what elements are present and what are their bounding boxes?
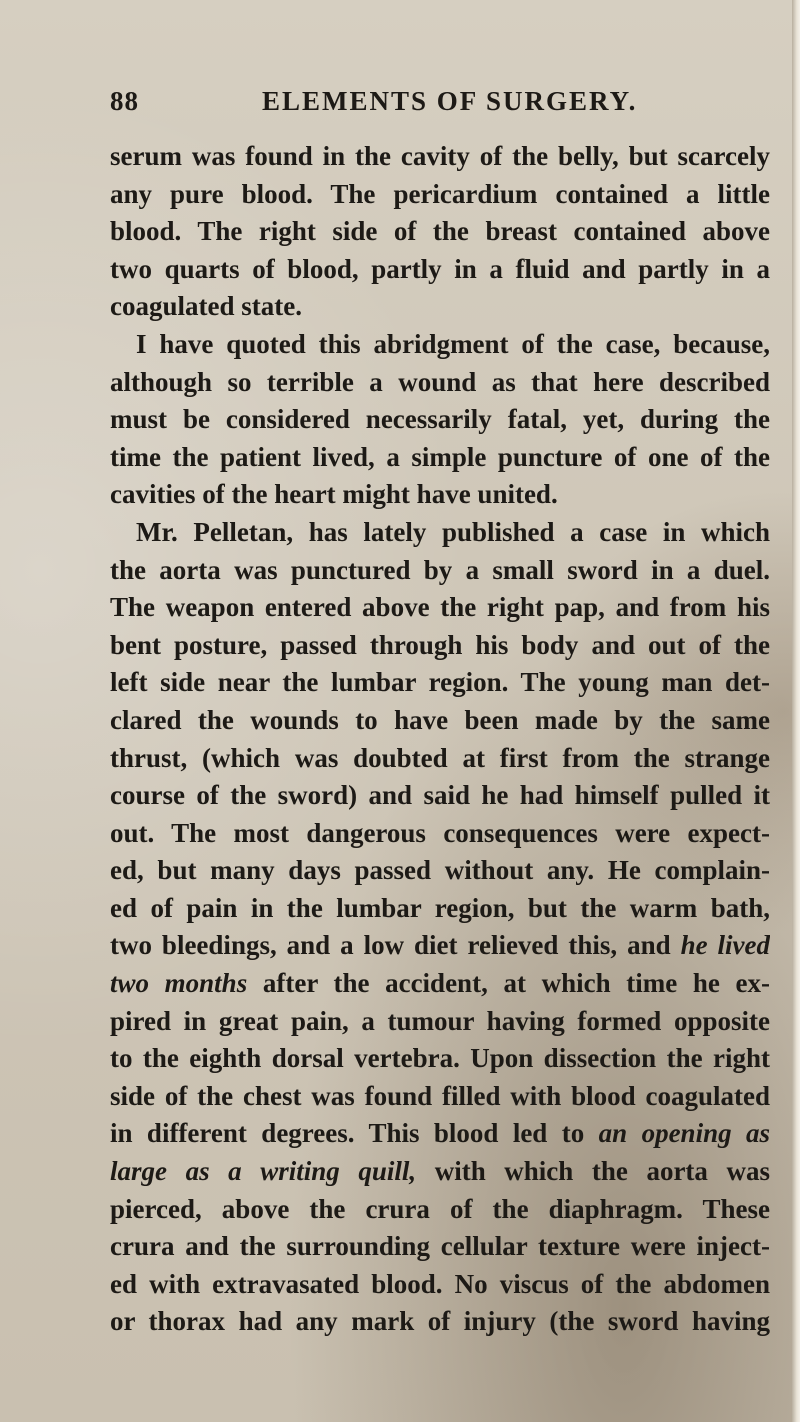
text-line: serum was found in the cavity of the belly, but scarcely [110, 141, 770, 171]
text-line: the aorta was punctured by a small sword in a duel. [110, 554, 770, 585]
text-line: ed, but many days passed without any. He complain- [110, 855, 770, 886]
running-head: ELEMENTS OF SURGERY. [262, 86, 638, 116]
italic-text-run: he lived [680, 930, 770, 961]
text-line: pierced, above the crura of the diaphragm. These [110, 1193, 770, 1224]
text-line: cavities of the heart might have united. [110, 479, 558, 510]
text-line: pired in great pain, a tumour having formed opposite [110, 1005, 770, 1036]
text-line: ed of pain in the lumbar region, but the warm bath, [110, 892, 770, 923]
text-line: blood. The right side of the breast contained above [110, 216, 770, 247]
text-run: with which the aorta was [416, 1156, 770, 1187]
text-line: coagulated state. [110, 291, 302, 322]
text-line: clared the wounds to have been made by the same [110, 704, 770, 735]
text-run: two bleedings, and a low diet relieved this, and [110, 930, 681, 961]
text-line: course of the sword) and said he had himself pulled it [110, 780, 770, 811]
paragraph-start-line: Mr. Pelletan, has lately published a case in which [136, 516, 770, 547]
italic-text-run: large as a writing quill, [110, 1156, 417, 1187]
text-line [110, 965, 770, 1003]
text-line: left side near the lumbar region. The young man det- [110, 667, 770, 698]
page-edge [792, 0, 800, 1422]
text-line: any pure blood. The pericardium contained a little [110, 178, 770, 209]
text-line: bent posture, passed through his body and out of the [110, 629, 770, 660]
text-line: out. The most dangerous consequences were expect- [110, 817, 770, 848]
text-line: must be considered necessarily fatal, yet, during the [110, 404, 770, 435]
paragraph-start-line: I have quoted this abridgment of the case, because, [136, 328, 770, 359]
page-number: 88 [110, 86, 139, 116]
page-header [110, 86, 750, 126]
text-line: side of the chest was found filled with blood coagulated [110, 1080, 770, 1111]
text-line [110, 1153, 770, 1191]
text-line: time the patient lived, a simple puncture of one of the [110, 441, 770, 472]
text-run: after the accident, at which time he ex- [247, 968, 770, 999]
text-line: crura and the surrounding cellular texture were inject- [110, 1231, 770, 1262]
text-line [110, 1115, 770, 1153]
text-line: although so terrible a wound as that here described [110, 366, 770, 397]
text-line: two quarts of blood, partly in a fluid and partly in a [110, 253, 770, 284]
text-run: in different degrees. This blood led to [110, 1118, 599, 1149]
text-line [110, 927, 770, 965]
text-line: The weapon entered above the right pap, and from his [110, 592, 770, 623]
italic-text-run: two months [110, 968, 248, 999]
text-line: ed with extravasated blood. No viscus of the abdomen [110, 1268, 770, 1299]
italic-text-run: an opening as [598, 1118, 770, 1149]
text-line: to the eighth dorsal vertebra. Upon dissection the right [110, 1043, 770, 1074]
text-line: thrust, (which was doubted at first from the strange [110, 742, 770, 773]
body-text [110, 138, 770, 1341]
text-line: or thorax had any mark of injury (the sword having [110, 1306, 770, 1337]
